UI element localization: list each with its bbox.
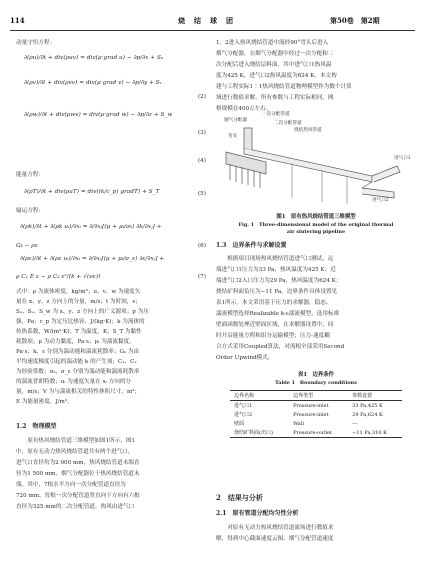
table-row: [230, 419, 402, 428]
para-line: 进气口直径均为2 000 mm，热风烧结管道末端直: [16, 460, 140, 466]
journal-title: 烧 结 球 团: [178, 16, 234, 25]
eq2-number: (2): [198, 94, 206, 100]
momentum-label: 动量守恒方程：: [16, 40, 56, 46]
desc-line: Sᵤ、Sᵥ、S_w 为 x、y、z 方向上的广义源项；p 为压: [16, 309, 149, 315]
inlet-branch-1: [372, 166, 400, 182]
para-line: 表1所示。本文采用基于压力的求解器，稳态、: [216, 300, 332, 306]
label-bend: 弯头: [228, 134, 238, 139]
para-line: 烧结矿料面负压为−11 Pa。边界条件具体设置见: [216, 289, 338, 295]
desc-line: 量在 x、y、z 方向上的分量，m/s；t 为时间，s；: [16, 299, 141, 305]
desc-line: 量，m/s；V 为与湍流相关的特性体积尺寸，m³；: [16, 389, 141, 395]
para-line: 度为425 K，进气口2热风温度为624 K。本文构: [216, 73, 337, 79]
desc-line: E 为能量密度，J/m³。: [16, 399, 73, 405]
table-cell: 进气口2: [234, 412, 253, 418]
para-line: 烟气分配器，在烟气分配器中经过一次分配和二: [216, 51, 334, 57]
table-1-caption-cn: 表1 边界条件: [297, 372, 335, 378]
section-2-heading: 2 结果与分析: [216, 493, 263, 502]
eq7-line1: ∂(ρε)/∂t + ∂(ρε uᵢ)/∂xᵢ = ∂/∂xⱼ[(μ + μₜ/σ_ε) ∂ε/∂xⱼ] +: [20, 256, 165, 262]
header-rule: [10, 30, 415, 31]
desc-line: 平均速度梯度引起的湍动能 k 的产生项；C₁、C₂: [16, 359, 137, 365]
para-line: 合方式采用Coupled算法，对流相全部采用Second: [216, 344, 345, 350]
table-header: 边界类型: [293, 393, 314, 399]
transport-label: 输运方程：: [16, 208, 44, 214]
para-line: 原有热风烧结管道三维模型如图1所示。图1: [16, 438, 135, 444]
para-line: 端进气口1压力为33 Pa，热风温度为425 K；近: [216, 267, 336, 273]
para-line: 对原有无动力热风烧结管道流场进行数值求: [216, 525, 334, 531]
para-line: 直径为325 mm的二次分配管道。热风由进气口: [16, 504, 135, 510]
table-1: [230, 390, 402, 438]
inlet-branch-2: [362, 188, 394, 198]
table-cell: 33 Pa,425 K: [352, 402, 383, 409]
para-line: 壁面函数处理近壁面区域，在求解器设置中，同: [216, 322, 334, 328]
table-header: 参数设置: [352, 393, 373, 399]
desc-line: 式中：ρ 为流体密度，kg/m³；u、v、w 为速度矢: [16, 289, 141, 295]
eq1: ∂(ρu)/∂t + div(ρuv) = div(μ·grad u) − ∂p/∂x + Sᵤ: [24, 55, 164, 61]
energy-label: 能量方程：: [16, 172, 44, 178]
volume-issue: 第50卷 第2期: [330, 16, 380, 25]
label-primary: 一次分配管道: [262, 112, 290, 117]
table-cell: 进气口1: [234, 403, 253, 409]
desc-line: 传热系数，W/(m²·K)；T 为温度，K；S_T 为黏性: [16, 329, 142, 335]
branch-link: [362, 182, 372, 188]
para-line: Order Upwind模式。: [216, 355, 274, 361]
eq5-number: (5): [198, 191, 206, 197]
table-cell: 壁面: [234, 421, 245, 427]
para-line: 中，原有无动力热风烧结管道共有两个进气口，: [16, 449, 134, 455]
desc-line: 强，Pa；c_p 为定压比热容，J/(kg·K)；k 为流体的: [16, 319, 145, 325]
table-cell: Wall: [293, 420, 304, 427]
figure-1-caption-en-1: Fig. 1 Three-dimensional model of the original thermal: [238, 222, 394, 228]
eq4-number: (4): [198, 158, 206, 164]
eq3-number: (3): [198, 130, 206, 136]
desc-line: 为经验常数；σₖ、σ_ε 分别为湍动能和湍流耗散率: [16, 369, 140, 375]
figure-1-caption-cn: 图1 原有热风烧结管道三维模型: [276, 214, 356, 220]
eq5: ∂(ρT)/∂t + div(ρuT) = div((k/c_p) gradT) + S_T: [24, 189, 160, 195]
desc-line: 耗散项；μ 为动力黏度，Pa·s；μₜ 为湍流黏度，: [16, 339, 135, 345]
eq7-number: (7): [198, 274, 206, 280]
section-1-2-heading: 1.2 物理模型: [16, 423, 57, 430]
label-secondary: 二次分配管道: [274, 121, 302, 126]
table-cell: —: [352, 420, 358, 427]
eq2: ∂(ρv)/∂t + div(ρvv) = div(μ·grad v) − ∂p/∂y + Sᵥ: [24, 80, 162, 86]
para-line: 根据项目现场热风烧结管道进气口测试，远: [216, 256, 334, 262]
desc-line: Pa·s；k、ε 分别为湍动能和湍流耗散率；Gₖ 为由: [16, 349, 139, 355]
table-row: [230, 410, 402, 419]
table-cell: 29 Pa,624 K: [352, 411, 383, 418]
table-cell: Pressure-outlet: [293, 429, 332, 436]
eq3: ∂(ρw)/∂t + div(ρwv) = div(μ·grad w) − ∂p/∂z + S_w: [24, 112, 173, 118]
para-line: 格规模在400万左右。: [216, 106, 272, 112]
eq7-line2: ρ C₁ E ε − ρ C₂ ε²/(k + √(νε)): [16, 274, 101, 280]
para-line: 端。其中，7根水平方向一次分配管道直径为: [16, 482, 126, 488]
table-cell: Pressure-inlet: [293, 411, 329, 418]
label-inlet1: 进气口1: [394, 156, 411, 161]
table-cell: −11 Pa,310 K: [352, 429, 387, 436]
eq6-number: (6): [198, 243, 206, 249]
table-row: [230, 428, 402, 438]
para-line: 次分配后进入烧结层料面，其中进气口1热风温: [216, 62, 332, 68]
para-line: 端进气口2入口压力为29 Pa，热风温度为624 K；: [216, 278, 342, 284]
section-2-1-heading: 2.1 原有管道分配均匀性分析: [216, 510, 299, 517]
eq6-line1: ∂(ρk)/∂t + ∂(ρk uᵢ)/∂xᵢ = ∂/∂xⱼ[(μ + μₜ/σₖ) ∂k/∂xⱼ] +: [20, 224, 162, 230]
para-line: 湍流模型选择Realizable k-ε湍流模型，选用标准: [216, 311, 340, 317]
table-row: [230, 401, 402, 411]
figure-1-caption-en-2: air sintering pipeline: [286, 229, 346, 235]
label-distributor: 烟气分配器: [224, 118, 247, 123]
figure-1: [222, 112, 412, 210]
table-cell: Pressure-inlet: [293, 402, 329, 409]
para-line: 建与工程实际1∶1热风烧结管道物理模型作为数个计算: [216, 84, 352, 90]
para-line: 1、2进入热风烧结管道中流经90°弯头后进入: [216, 40, 329, 46]
eq6-line2: Gₖ − ρε: [16, 243, 38, 249]
elbow: [244, 128, 252, 150]
table-1-caption-en: Table 1 Boundary conditions: [275, 380, 357, 386]
table-cell: 烧结矿料面(出口): [234, 430, 273, 436]
desc-line: 的湍流普朗特数；uᵢ 为速度矢量在 xᵢ 方向的分: [16, 379, 132, 385]
para-line: 域进行数值求解，所有参数与工程实际相同，网: [216, 95, 334, 101]
page-number: 114: [10, 16, 25, 25]
para-line: 时开启能量方程和组分运输模型；压力-速度耦: [216, 333, 330, 339]
para-line: 径为1 500 mm，烟气分配器位于热风烧结管道末: [16, 471, 140, 477]
para-line: 解，得到中心截面速度云图、烟气分配管道速度: [216, 536, 334, 542]
table-header: 边界名称: [234, 393, 255, 399]
para-line: 720 mm，每根一次分配管道竖直向下方向有六根: [16, 493, 140, 499]
label-inlet2: 进气口2: [372, 198, 389, 203]
label-pipe: 烧结热风管道: [294, 128, 322, 133]
section-1-3-heading: 1.3 边界条件与求解设置: [216, 242, 287, 249]
